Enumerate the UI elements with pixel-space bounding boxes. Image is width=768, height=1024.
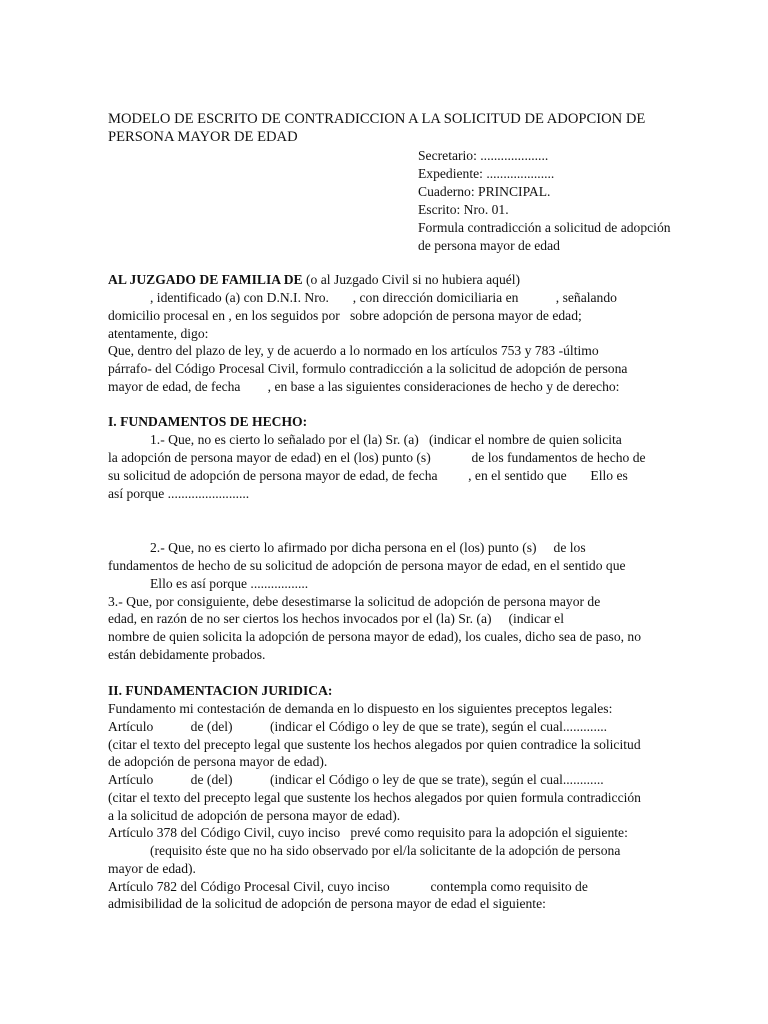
sumilla-line-2: de persona mayor de edad — [418, 238, 560, 253]
secretario-line: Secretario: .................... — [418, 148, 549, 163]
juridica-line: a la solicitud de adopción de persona mayor de edad). — [108, 808, 401, 823]
juridica-line: Artículo 782 del Código Procesal Civil, cuyo inciso contempla como requisito de — [108, 879, 588, 894]
juridica-line: de adopción de persona mayor de edad). — [108, 754, 328, 769]
expediente-line: Expediente: .................... — [418, 166, 555, 181]
escrito-line: Escrito: Nro. 01. — [418, 202, 509, 217]
intro-line: mayor de edad, de fecha , en base a las siguientes consideraciones de hecho y de derecho: — [108, 379, 620, 394]
hechos-line: la adopción de persona mayor de edad) en el (los) punto (s) de los fundamentos de hecho de — [108, 450, 646, 465]
juridica-line: (citar el texto del precepto legal que sustente los hechos alegados por quien formula contradicción — [108, 790, 641, 805]
intro-line: domicilio procesal en , en los seguidos por sobre adopción de persona mayor de edad; — [108, 308, 582, 323]
intro-line: , identificado (a) con D.N.I. Nro. , con dirección domiciliaria en , señalando — [150, 290, 617, 305]
hechos-line: están debidamente probados. — [108, 647, 266, 662]
juridica-line: admisibilidad de la solicitud de adopción de persona mayor de edad el siguiente: — [108, 896, 546, 911]
juridica-line: Artículo de (del) (indicar el Código o ley de que se trate), según el cual............. — [108, 719, 608, 734]
hechos-line: nombre de quien solicita la adopción de persona mayor de edad), los cuales, dicho sea de paso, no — [108, 629, 642, 644]
addressee-note: (o al Juzgado Civil si no hubiera aquél) — [302, 272, 521, 287]
hechos-line: edad, en razón de no ser ciertos los hechos invocados por el (la) Sr. (a) (indicar el — [108, 611, 564, 626]
hechos-line: Ello es así porque ................. — [150, 576, 309, 591]
hechos-line: 1.- Que, no es cierto lo señalado por el (la) Sr. (a) (indicar el nombre de quien solicita — [150, 432, 622, 447]
document-title-line-1: MODELO DE ESCRITO DE CONTRADICCION A LA SOLICITUD DE ADOPCION DE — [108, 111, 646, 127]
cuaderno-line: Cuaderno: PRINCIPAL. — [418, 184, 551, 199]
juridica-line: Artículo de (del) (indicar el Código o ley de que se trate), según el cual............ — [108, 772, 604, 787]
juridica-line: (requisito éste que no ha sido observado por el/la solicitante de la adopción de persona — [150, 843, 621, 858]
juridica-line: mayor de edad). — [108, 861, 196, 876]
addressee-line — [108, 271, 520, 289]
juridica-line: Artículo 378 del Código Civil, cuyo inciso prevé como requisito para la adopción el siguiente: — [108, 825, 628, 840]
intro-line: párrafo- del Código Procesal Civil, formulo contradicción a la solicitud de adopción de persona — [108, 361, 628, 376]
hechos-line: 2.- Que, no es cierto lo afirmado por dicha persona en el (los) punto (s) de los — [150, 540, 586, 555]
section-heading-hechos: I. FUNDAMENTOS DE HECHO: — [108, 414, 308, 429]
addressee-court: AL JUZGADO DE FAMILIA DE — [108, 272, 303, 287]
hechos-line: fundamentos de hecho de su solicitud de adopción de persona mayor de edad, en el sentido que — [108, 558, 626, 573]
document-title-line-2: PERSONA MAYOR DE EDAD — [108, 129, 298, 145]
section-heading-juridica: II. FUNDAMENTACION JURIDICA: — [108, 683, 333, 698]
hechos-line: así porque ........................ — [108, 486, 250, 501]
hechos-line: 3.- Que, por consiguiente, debe desestimarse la solicitud de adopción de persona mayor de — [108, 594, 601, 609]
juridica-line: (citar el texto del precepto legal que sustente los hechos alegados por quien contradice la solicitud — [108, 737, 641, 752]
intro-line: atentamente, digo: — [108, 326, 209, 341]
juridica-line: Fundamento mi contestación de demanda en lo dispuesto en los siguientes preceptos legales: — [108, 701, 613, 716]
intro-line: Que, dentro del plazo de ley, y de acuerdo a lo normado en los artículos 753 y 783 -último — [108, 343, 599, 358]
sumilla-line-1: Formula contradicción a solicitud de adopción — [418, 220, 671, 235]
hechos-line: su solicitud de adopción de persona mayor de edad, de fecha , en el sentido que Ello es — [108, 468, 628, 483]
